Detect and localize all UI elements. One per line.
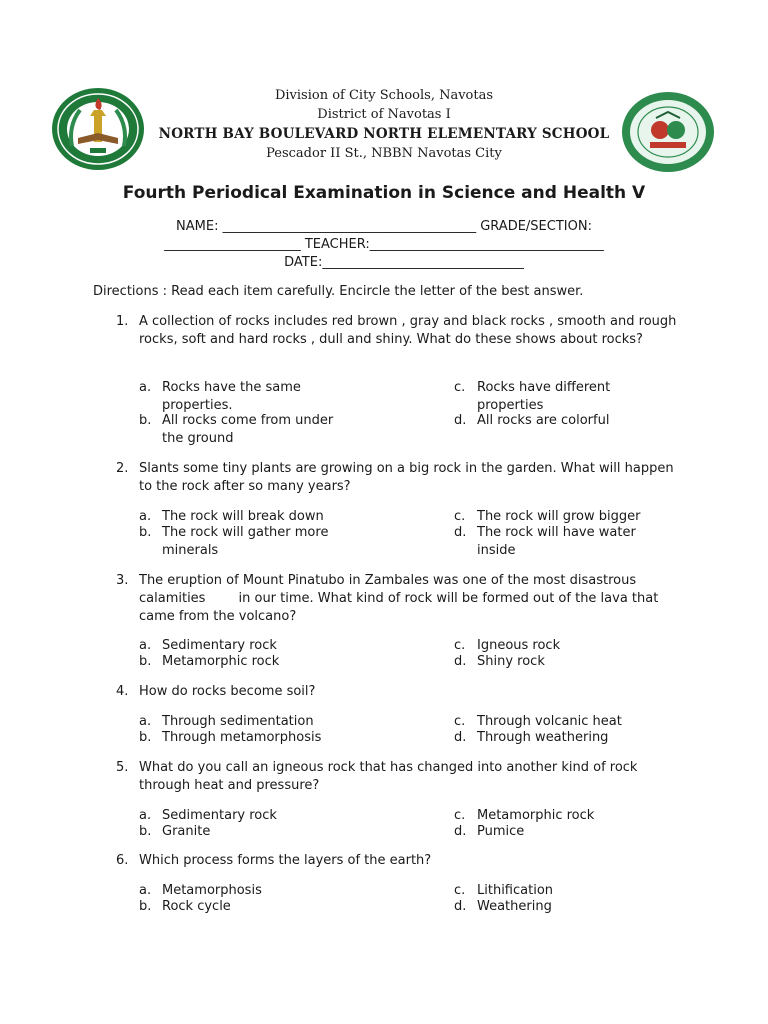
question-number: 3. <box>116 573 129 588</box>
question-number: 4. <box>116 684 129 699</box>
exam-title: Fourth Periodical Examination in Science and Health V <box>122 183 646 203</box>
question-stem: How do rocks become soil? <box>139 684 316 699</box>
question-stem: A collection of rocks includes red brown , gray and black rocks , smooth and rough rocks, soft and hard rocks , dull and shiny. What do these shows about rocks? <box>139 314 677 347</box>
question-stem: Which process forms the layers of the earth? <box>139 853 432 868</box>
question-number: 2. <box>116 461 129 476</box>
question-stem: Slants some tiny plants are growing on a big rock in the garden. What will happen to the rock after so many years? <box>139 461 674 494</box>
form-line-teacher: _____________________ TEACHER:____________________________________ <box>164 237 604 252</box>
form-line-date: DATE:_______________________________ <box>284 255 524 270</box>
question-number: 1. <box>116 314 129 329</box>
question-stem: What do you call an igneous rock that has changed into another kind of rock through heat and pressure? <box>139 760 638 793</box>
form-line-name-grade: NAME: _______________________________________ GRADE/SECTION: <box>176 219 592 234</box>
question-number: 6. <box>116 853 129 868</box>
school-address: Pescador II St., NBBN Navotas City <box>266 146 502 161</box>
division-name: Division of City Schools, Navotas <box>274 88 494 103</box>
district-name: District of Navotas I <box>317 107 451 122</box>
school-name: NORTH BAY BOULEVARD NORTH ELEMENTARY SCHOOL <box>158 126 610 142</box>
question-stem: The eruption of Mount Pinatubo in Zambales was one of the most disastrous calamities in our time. What kind of rock will be formed out of the lava that came from the volcano? <box>139 573 663 624</box>
directions: Directions : Read each item carefully. Encircle the letter of the best answer. <box>93 284 584 299</box>
question-number: 5. <box>116 760 129 775</box>
